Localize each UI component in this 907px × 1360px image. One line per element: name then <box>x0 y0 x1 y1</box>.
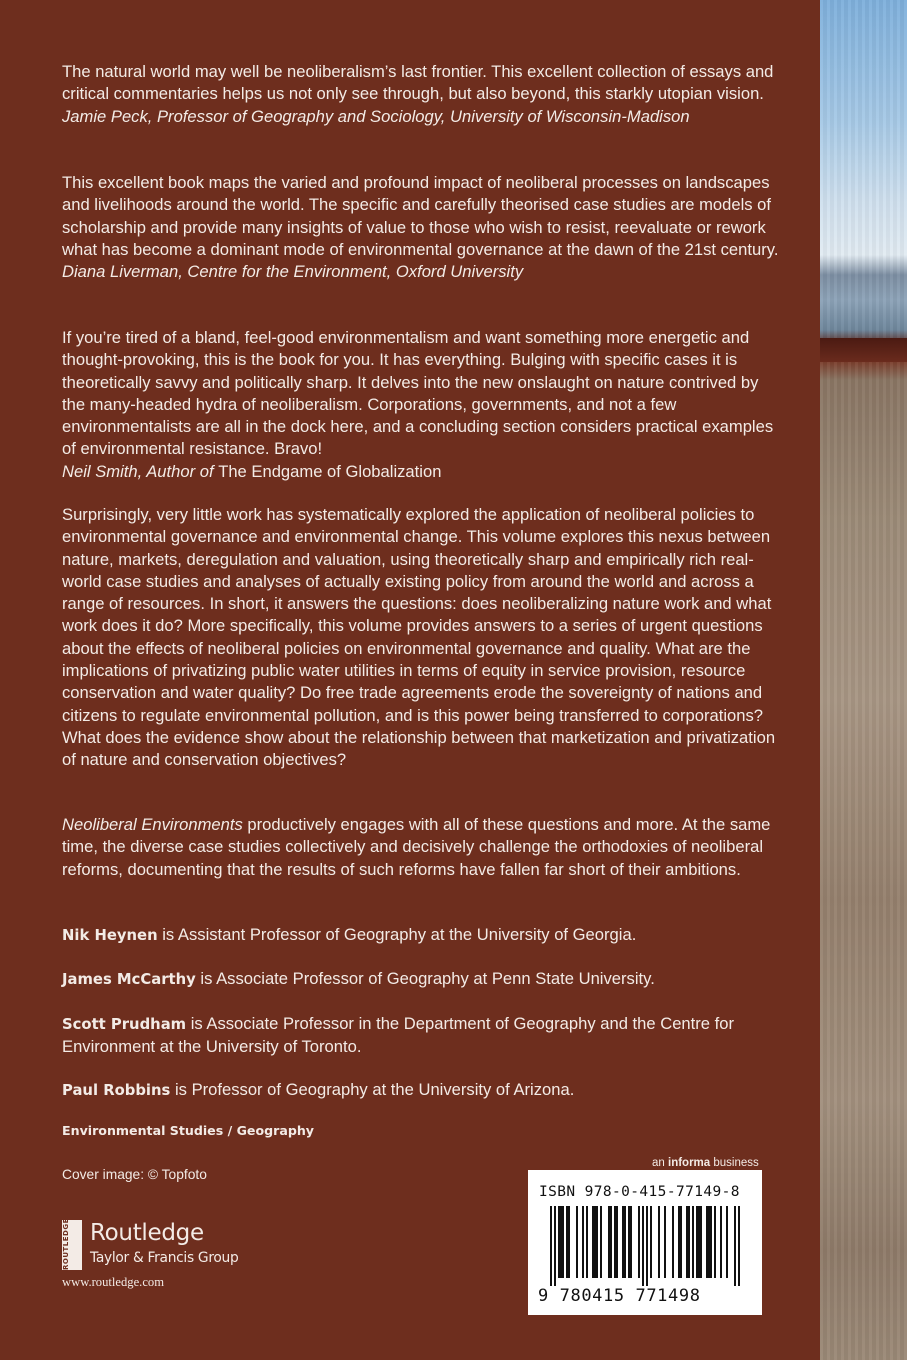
publisher-logo <box>62 1220 272 1270</box>
endorsement-2 <box>62 172 782 283</box>
barcode-bar <box>672 1206 674 1278</box>
publisher-group: Taylor & Francis Group <box>90 1250 239 1266</box>
barcode-bar <box>688 1206 690 1278</box>
endorsement-quote: This excellent book maps the varied and profound impact of neoliberal processes on landscapes and livelihoods around the world. The specific and carefully theorised case studies are models of scholarship and provide many insights of value to those who wish to resist, reevaluate or rework what has become a dominant mode of environmental governance at the dawn of the 21st century. <box>62 173 779 259</box>
barcode-bar <box>686 1206 688 1278</box>
attribution-book-title: The Endgame of Globalization <box>218 461 442 481</box>
editor-name: Scott Prudham <box>62 1016 187 1033</box>
barcode-bar <box>622 1206 624 1278</box>
editor-bio-text: is Professor of Geography at the University of Arizona. <box>170 1080 575 1099</box>
barcode-bar <box>608 1206 610 1278</box>
endorsement-quote: If you’re tired of a bland, feel-good environmentalism and want something more energetic and thought-provoking, this is the book for you. It has everything. Bulging with specific cases it is theoretically savvy and politically sharp. It delves into the new onslaught on nature contrived by the many-headed hydra of neoliberalism. Corporations, governments, and not a few environmentalists are all in the dock here, and a concluding section considers practical examples of environmental resistance. Bravo! <box>62 328 774 459</box>
cover-photo-edge <box>820 0 907 1360</box>
editor-bio <box>62 1013 802 1059</box>
endorsement-1 <box>62 61 782 128</box>
barcode-bar <box>706 1206 708 1278</box>
isbn-barcode <box>528 1170 762 1315</box>
barcode-bar <box>624 1206 626 1278</box>
editor-name: Nik Heynen <box>62 927 158 944</box>
barcode-bar <box>700 1206 702 1278</box>
barcode-bar <box>680 1206 682 1278</box>
barcode-bar <box>646 1206 648 1286</box>
barcode-bar <box>562 1206 564 1278</box>
editor-bio-text: is Assistant Professor of Geography at the University of Georgia. <box>157 925 637 944</box>
barcode-bar <box>658 1206 660 1278</box>
description-paragraph-1: Surprisingly, very little work has systematically explored the application of neoliberal policies to environmental governance and environmental change. This volume explores this nexus between nature, markets, deregulation and valuation, using theoretically sharp and empirically rich real-world case studies and analyses of actually existing policy from around the world and across a range of resources. In short, it answers the questions: does neoliberalizing nature work and what work does it do? More specifically, this volume provides answers to a series of urgent questions about the effects of neoliberal policies on environmental governance and quality. What are the implications of privatizing public water utilities in terms of equity in service provision, resource conservation and water quality? Do free trade agreements erode the sovereignty of nations and citizens to regulate environmental pollution, and is this power being transferred to corporations? What does the evidence show about the relationship between that marketization and privatization of nature and conservation objectives? <box>62 505 776 770</box>
barcode-bar <box>616 1206 618 1278</box>
barcode-bar <box>726 1206 728 1278</box>
editor-bio-text: is Associate Professor in the Department of Geography and the Centre for Environment at the University of Toronto. <box>62 1014 734 1057</box>
endorsement-attribution: Jamie Peck, Professor of Geography and Sociology, University of Wisconsin-Madison <box>62 106 690 126</box>
barcode-bar <box>566 1206 568 1278</box>
editor-name: James McCarthy <box>62 971 196 988</box>
book-description <box>62 504 782 772</box>
barcode-bar <box>734 1206 736 1286</box>
endorsement-attribution: Diana Liverman, Centre for the Environment, Oxford University <box>62 262 524 282</box>
subject-category: Environmental Studies / Geography <box>62 1123 315 1138</box>
barcode-bar <box>554 1206 556 1286</box>
barcode-bar <box>610 1206 612 1278</box>
barcode-bar <box>592 1206 594 1278</box>
barcode-bar <box>586 1206 588 1278</box>
publisher-name: Routledge <box>90 1220 204 1246</box>
barcode-bar <box>558 1206 560 1278</box>
attribution-author: Neil Smith, Author of <box>62 461 214 481</box>
endorsement-attribution <box>62 461 782 483</box>
editor-bio <box>62 924 802 947</box>
editor-name: Paul Robbins <box>62 1082 171 1099</box>
barcode-bar <box>720 1206 722 1278</box>
endorsement-quote: The natural world may well be neoliberalism’s last frontier. This excellent collection of essays and critical commentaries helps us not only see through, but also beyond, this starkly utopian vision. <box>62 62 774 104</box>
barcode-bar <box>710 1206 712 1278</box>
book-description-2 <box>62 814 782 881</box>
informa-suffix: business <box>710 1157 759 1169</box>
barcode-bar <box>576 1206 578 1278</box>
editor-bio <box>62 1079 802 1102</box>
barcode-bar <box>550 1206 552 1286</box>
editor-bio-text: is Associate Professor of Geography at Penn State University. <box>195 969 655 988</box>
routledge-mark-icon: ROUTLEDGE <box>62 1220 82 1270</box>
photo-texture <box>820 0 907 1360</box>
isbn-label: ISBN 978-0-415-77149-8 <box>539 1184 740 1200</box>
barcode-bar <box>642 1206 644 1286</box>
barcode-bar <box>664 1206 666 1278</box>
barcode-bar <box>568 1206 570 1278</box>
barcode-bar <box>738 1206 740 1286</box>
photo-railing <box>820 338 907 362</box>
barcode-bar <box>596 1206 598 1278</box>
barcode-bar <box>594 1206 596 1278</box>
barcode-bar <box>698 1206 700 1278</box>
barcode-bar <box>614 1206 616 1278</box>
barcode-bar <box>678 1206 680 1278</box>
informa-brand: informa <box>668 1157 711 1169</box>
book-title: Neoliberal Environments <box>62 815 243 834</box>
barcode-bar <box>560 1206 562 1278</box>
informa-tagline <box>652 1157 759 1169</box>
endorsement-3 <box>62 327 782 483</box>
barcode-bar <box>696 1206 698 1278</box>
informa-prefix: an <box>652 1157 668 1169</box>
editor-bio <box>62 968 802 991</box>
barcode-bar <box>708 1206 710 1278</box>
publisher-website[interactable]: www.routledge.com <box>62 1275 165 1289</box>
description-paragraph-2-text: productively engages with all of these questions and more. At the same time, the diverse case studies collectively and decisively challenge the orthodoxies of neoliberal reforms, documenting that the results of such reforms have fallen far short of their ambitions. <box>62 815 771 879</box>
barcode-bar <box>638 1206 640 1278</box>
barcode-bar <box>714 1206 716 1278</box>
barcode-bar <box>650 1206 652 1278</box>
barcode-bar <box>600 1206 602 1278</box>
barcode-bar <box>582 1206 584 1278</box>
barcode-bar <box>692 1206 694 1278</box>
cover-image-credit: Cover image: © Topfoto <box>62 1167 207 1182</box>
barcode-bar <box>628 1206 630 1278</box>
description-paragraph-2 <box>62 814 782 881</box>
ean-digits: 9 780415 771498 <box>538 1286 701 1306</box>
barcode-bars <box>536 1206 754 1286</box>
barcode-bar <box>630 1206 632 1278</box>
